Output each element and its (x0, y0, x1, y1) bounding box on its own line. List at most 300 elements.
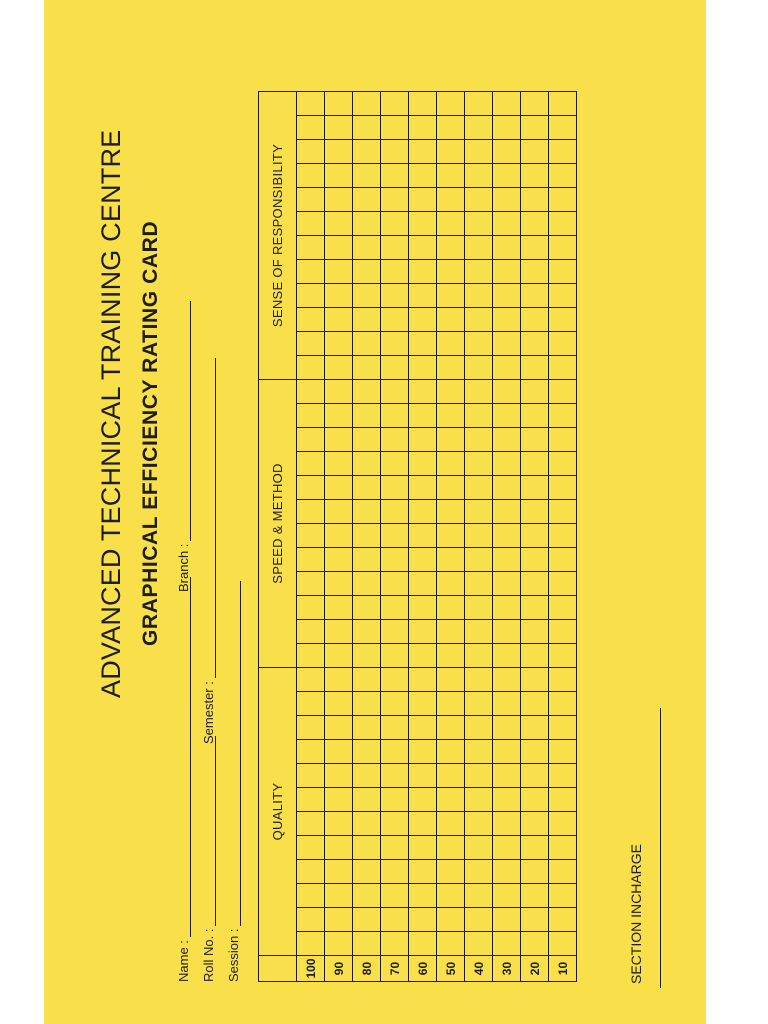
grid-cell[interactable] (437, 716, 465, 740)
grid-cell[interactable] (409, 164, 437, 188)
grid-cell[interactable] (521, 620, 549, 644)
grid-cell[interactable] (465, 428, 493, 452)
grid-cell[interactable] (353, 548, 381, 572)
branch-line[interactable] (178, 301, 191, 541)
grid-cell[interactable] (325, 740, 353, 764)
grid-cell[interactable] (381, 260, 409, 284)
grid-cell[interactable] (549, 500, 577, 524)
grid-cell[interactable] (381, 116, 409, 140)
grid-cell[interactable] (465, 308, 493, 332)
grid-cell[interactable] (493, 572, 521, 596)
grid-cell[interactable] (325, 788, 353, 812)
grid-cell[interactable] (493, 596, 521, 620)
grid-cell[interactable] (409, 860, 437, 884)
grid-cell[interactable] (465, 572, 493, 596)
grid-cell[interactable] (465, 932, 493, 956)
grid-cell[interactable] (437, 932, 465, 956)
grid-cell[interactable] (465, 524, 493, 548)
grid-cell[interactable] (297, 188, 325, 212)
grid-cell[interactable] (353, 740, 381, 764)
grid-cell[interactable] (409, 140, 437, 164)
grid-cell[interactable] (437, 380, 465, 404)
grid-cell[interactable] (493, 140, 521, 164)
grid-cell[interactable] (297, 884, 325, 908)
grid-cell[interactable] (381, 332, 409, 356)
grid-cell[interactable] (409, 260, 437, 284)
roll-line[interactable] (203, 736, 216, 926)
grid-cell[interactable] (409, 908, 437, 932)
grid-cell[interactable] (381, 692, 409, 716)
grid-cell[interactable] (381, 404, 409, 428)
grid-cell[interactable] (297, 836, 325, 860)
grid-cell[interactable] (409, 716, 437, 740)
grid-cell[interactable] (381, 164, 409, 188)
grid-cell[interactable] (549, 668, 577, 692)
grid-cell[interactable] (409, 500, 437, 524)
grid-cell[interactable] (325, 236, 353, 260)
grid-cell[interactable] (465, 140, 493, 164)
grid-cell[interactable] (325, 644, 353, 668)
grid-cell[interactable] (297, 908, 325, 932)
grid-cell[interactable] (353, 356, 381, 380)
grid-cell[interactable] (493, 92, 521, 116)
grid-cell[interactable] (381, 884, 409, 908)
grid-cell[interactable] (325, 692, 353, 716)
grid-cell[interactable] (493, 836, 521, 860)
grid-cell[interactable] (521, 836, 549, 860)
grid-cell[interactable] (409, 884, 437, 908)
grid-cell[interactable] (465, 284, 493, 308)
grid-cell[interactable] (325, 596, 353, 620)
grid-cell[interactable] (409, 836, 437, 860)
grid-cell[interactable] (465, 452, 493, 476)
grid-cell[interactable] (381, 716, 409, 740)
grid-cell[interactable] (353, 668, 381, 692)
grid-cell[interactable] (549, 308, 577, 332)
grid-cell[interactable] (325, 572, 353, 596)
grid-cell[interactable] (493, 212, 521, 236)
grid-cell[interactable] (493, 644, 521, 668)
grid-cell[interactable] (549, 92, 577, 116)
grid-cell[interactable] (353, 380, 381, 404)
grid-cell[interactable] (549, 908, 577, 932)
grid-cell[interactable] (381, 668, 409, 692)
grid-cell[interactable] (409, 572, 437, 596)
grid-cell[interactable] (549, 284, 577, 308)
grid-cell[interactable] (437, 572, 465, 596)
grid-cell[interactable] (353, 716, 381, 740)
grid-cell[interactable] (297, 740, 325, 764)
grid-cell[interactable] (465, 164, 493, 188)
grid-cell[interactable] (465, 764, 493, 788)
grid-cell[interactable] (521, 380, 549, 404)
grid-cell[interactable] (325, 476, 353, 500)
grid-cell[interactable] (493, 452, 521, 476)
grid-cell[interactable] (437, 236, 465, 260)
grid-cell[interactable] (437, 116, 465, 140)
grid-cell[interactable] (521, 644, 549, 668)
grid-cell[interactable] (325, 620, 353, 644)
semester-line[interactable] (203, 358, 216, 678)
grid-cell[interactable] (549, 644, 577, 668)
name-field[interactable] (176, 577, 191, 982)
grid-cell[interactable] (437, 308, 465, 332)
grid-cell[interactable] (437, 356, 465, 380)
grid-cell[interactable] (493, 500, 521, 524)
grid-cell[interactable] (325, 860, 353, 884)
grid-cell[interactable] (549, 548, 577, 572)
grid-cell[interactable] (325, 812, 353, 836)
grid-cell[interactable] (549, 524, 577, 548)
grid-cell[interactable] (521, 596, 549, 620)
grid-cell[interactable] (297, 452, 325, 476)
grid-cell[interactable] (297, 140, 325, 164)
grid-cell[interactable] (521, 452, 549, 476)
grid-cell[interactable] (297, 404, 325, 428)
grid-cell[interactable] (409, 812, 437, 836)
grid-cell[interactable] (297, 284, 325, 308)
grid-cell[interactable] (297, 668, 325, 692)
grid-cell[interactable] (353, 188, 381, 212)
grid-cell[interactable] (521, 524, 549, 548)
grid-cell[interactable] (493, 716, 521, 740)
grid-cell[interactable] (409, 380, 437, 404)
grid-cell[interactable] (521, 932, 549, 956)
grid-cell[interactable] (437, 428, 465, 452)
grid-cell[interactable] (353, 212, 381, 236)
grid-cell[interactable] (465, 548, 493, 572)
grid-cell[interactable] (493, 620, 521, 644)
semester-field[interactable] (201, 358, 216, 744)
grid-cell[interactable] (325, 716, 353, 740)
grid-cell[interactable] (549, 188, 577, 212)
grid-cell[interactable] (381, 644, 409, 668)
grid-cell[interactable] (353, 476, 381, 500)
grid-cell[interactable] (549, 692, 577, 716)
grid-cell[interactable] (297, 860, 325, 884)
grid-cell[interactable] (437, 884, 465, 908)
grid-cell[interactable] (381, 308, 409, 332)
grid-cell[interactable] (325, 404, 353, 428)
grid-cell[interactable] (493, 524, 521, 548)
grid-cell[interactable] (381, 596, 409, 620)
grid-cell[interactable] (549, 596, 577, 620)
grid-cell[interactable] (549, 836, 577, 860)
grid-cell[interactable] (437, 740, 465, 764)
grid-cell[interactable] (381, 548, 409, 572)
grid-cell[interactable] (297, 812, 325, 836)
grid-cell[interactable] (521, 908, 549, 932)
grid-cell[interactable] (325, 380, 353, 404)
grid-cell[interactable] (549, 332, 577, 356)
grid-cell[interactable] (437, 284, 465, 308)
grid-cell[interactable] (549, 884, 577, 908)
grid-cell[interactable] (353, 788, 381, 812)
grid-cell[interactable] (549, 860, 577, 884)
grid-cell[interactable] (297, 620, 325, 644)
grid-cell[interactable] (549, 260, 577, 284)
grid-cell[interactable] (325, 668, 353, 692)
grid-cell[interactable] (493, 308, 521, 332)
grid-cell[interactable] (325, 428, 353, 452)
grid-cell[interactable] (297, 308, 325, 332)
grid-cell[interactable] (465, 668, 493, 692)
grid-cell[interactable] (437, 476, 465, 500)
grid-cell[interactable] (381, 500, 409, 524)
grid-cell[interactable] (521, 260, 549, 284)
grid-cell[interactable] (325, 836, 353, 860)
grid-cell[interactable] (297, 428, 325, 452)
grid-cell[interactable] (521, 92, 549, 116)
grid-cell[interactable] (325, 884, 353, 908)
grid-cell[interactable] (409, 332, 437, 356)
grid-cell[interactable] (493, 764, 521, 788)
grid-cell[interactable] (325, 116, 353, 140)
grid-cell[interactable] (493, 476, 521, 500)
grid-cell[interactable] (297, 548, 325, 572)
grid-cell[interactable] (437, 92, 465, 116)
grid-cell[interactable] (381, 572, 409, 596)
grid-cell[interactable] (409, 116, 437, 140)
grid-cell[interactable] (549, 452, 577, 476)
grid-cell[interactable] (465, 716, 493, 740)
grid-cell[interactable] (465, 836, 493, 860)
grid-cell[interactable] (353, 884, 381, 908)
grid-cell[interactable] (493, 668, 521, 692)
grid-cell[interactable] (465, 380, 493, 404)
grid-cell[interactable] (549, 116, 577, 140)
grid-cell[interactable] (549, 572, 577, 596)
grid-cell[interactable] (521, 500, 549, 524)
grid-cell[interactable] (521, 548, 549, 572)
grid-cell[interactable] (381, 452, 409, 476)
roll-field[interactable] (201, 736, 216, 982)
grid-cell[interactable] (437, 620, 465, 644)
grid-cell[interactable] (297, 572, 325, 596)
grid-cell[interactable] (465, 860, 493, 884)
grid-cell[interactable] (549, 236, 577, 260)
grid-cell[interactable] (353, 836, 381, 860)
grid-cell[interactable] (381, 140, 409, 164)
grid-cell[interactable] (521, 812, 549, 836)
grid-cell[interactable] (381, 428, 409, 452)
grid-cell[interactable] (297, 932, 325, 956)
grid-cell[interactable] (325, 548, 353, 572)
grid-cell[interactable] (549, 812, 577, 836)
grid-cell[interactable] (381, 860, 409, 884)
grid-cell[interactable] (381, 356, 409, 380)
grid-cell[interactable] (409, 644, 437, 668)
grid-cell[interactable] (465, 884, 493, 908)
grid-cell[interactable] (465, 620, 493, 644)
grid-cell[interactable] (493, 932, 521, 956)
grid-cell[interactable] (353, 860, 381, 884)
grid-cell[interactable] (437, 500, 465, 524)
grid-cell[interactable] (521, 116, 549, 140)
grid-cell[interactable] (549, 740, 577, 764)
grid-cell[interactable] (381, 932, 409, 956)
grid-cell[interactable] (381, 236, 409, 260)
grid-cell[interactable] (409, 524, 437, 548)
grid-cell[interactable] (381, 92, 409, 116)
grid-cell[interactable] (353, 404, 381, 428)
grid-cell[interactable] (437, 644, 465, 668)
grid-cell[interactable] (437, 788, 465, 812)
grid-cell[interactable] (465, 692, 493, 716)
grid-cell[interactable] (353, 620, 381, 644)
grid-cell[interactable] (493, 812, 521, 836)
grid-cell[interactable] (465, 908, 493, 932)
grid-cell[interactable] (549, 380, 577, 404)
grid-cell[interactable] (465, 260, 493, 284)
grid-cell[interactable] (521, 572, 549, 596)
grid-cell[interactable] (437, 404, 465, 428)
grid-cell[interactable] (353, 164, 381, 188)
grid-cell[interactable] (325, 932, 353, 956)
grid-cell[interactable] (297, 332, 325, 356)
grid-cell[interactable] (465, 476, 493, 500)
grid-cell[interactable] (493, 908, 521, 932)
grid-cell[interactable] (493, 692, 521, 716)
grid-cell[interactable] (409, 476, 437, 500)
grid-cell[interactable] (437, 812, 465, 836)
grid-cell[interactable] (381, 284, 409, 308)
grid-cell[interactable] (409, 428, 437, 452)
grid-cell[interactable] (297, 92, 325, 116)
grid-cell[interactable] (409, 548, 437, 572)
grid-cell[interactable] (493, 332, 521, 356)
grid-cell[interactable] (521, 764, 549, 788)
grid-cell[interactable] (437, 548, 465, 572)
grid-cell[interactable] (521, 692, 549, 716)
grid-cell[interactable] (493, 188, 521, 212)
grid-cell[interactable] (353, 500, 381, 524)
grid-cell[interactable] (521, 668, 549, 692)
grid-cell[interactable] (297, 596, 325, 620)
grid-cell[interactable] (297, 692, 325, 716)
grid-cell[interactable] (493, 164, 521, 188)
grid-cell[interactable] (549, 428, 577, 452)
grid-cell[interactable] (549, 716, 577, 740)
grid-cell[interactable] (353, 596, 381, 620)
grid-cell[interactable] (409, 212, 437, 236)
grid-cell[interactable] (521, 716, 549, 740)
grid-cell[interactable] (437, 452, 465, 476)
grid-cell[interactable] (297, 380, 325, 404)
grid-cell[interactable] (409, 692, 437, 716)
grid-cell[interactable] (409, 404, 437, 428)
grid-cell[interactable] (437, 164, 465, 188)
grid-cell[interactable] (493, 884, 521, 908)
grid-cell[interactable] (381, 908, 409, 932)
grid-cell[interactable] (549, 212, 577, 236)
grid-cell[interactable] (381, 380, 409, 404)
grid-cell[interactable] (549, 788, 577, 812)
grid-cell[interactable] (381, 188, 409, 212)
grid-cell[interactable] (493, 380, 521, 404)
grid-cell[interactable] (493, 740, 521, 764)
grid-cell[interactable] (409, 668, 437, 692)
grid-cell[interactable] (465, 644, 493, 668)
grid-cell[interactable] (325, 332, 353, 356)
grid-cell[interactable] (325, 284, 353, 308)
grid-cell[interactable] (437, 692, 465, 716)
name-line[interactable] (178, 577, 191, 937)
grid-cell[interactable] (353, 908, 381, 932)
grid-cell[interactable] (353, 764, 381, 788)
grid-cell[interactable] (437, 212, 465, 236)
grid-cell[interactable] (465, 212, 493, 236)
grid-cell[interactable] (465, 188, 493, 212)
grid-cell[interactable] (437, 260, 465, 284)
grid-cell[interactable] (297, 260, 325, 284)
grid-cell[interactable] (437, 188, 465, 212)
grid-cell[interactable] (297, 788, 325, 812)
grid-cell[interactable] (297, 116, 325, 140)
grid-cell[interactable] (381, 836, 409, 860)
grid-cell[interactable] (297, 476, 325, 500)
grid-cell[interactable] (353, 308, 381, 332)
session-field[interactable] (226, 581, 241, 982)
grid-cell[interactable] (353, 260, 381, 284)
grid-cell[interactable] (521, 428, 549, 452)
grid-cell[interactable] (325, 188, 353, 212)
grid-cell[interactable] (465, 740, 493, 764)
grid-cell[interactable] (521, 788, 549, 812)
grid-cell[interactable] (409, 620, 437, 644)
grid-cell[interactable] (521, 284, 549, 308)
grid-cell[interactable] (437, 668, 465, 692)
grid-cell[interactable] (409, 188, 437, 212)
grid-cell[interactable] (437, 332, 465, 356)
grid-cell[interactable] (549, 620, 577, 644)
grid-cell[interactable] (381, 212, 409, 236)
grid-cell[interactable] (437, 860, 465, 884)
grid-cell[interactable] (297, 524, 325, 548)
grid-cell[interactable] (493, 236, 521, 260)
grid-cell[interactable] (325, 524, 353, 548)
grid-cell[interactable] (437, 140, 465, 164)
grid-cell[interactable] (493, 860, 521, 884)
branch-field[interactable] (176, 301, 191, 592)
grid-cell[interactable] (493, 356, 521, 380)
grid-cell[interactable] (325, 908, 353, 932)
grid-cell[interactable] (521, 476, 549, 500)
grid-cell[interactable] (521, 164, 549, 188)
grid-cell[interactable] (465, 500, 493, 524)
grid-cell[interactable] (521, 356, 549, 380)
grid-cell[interactable] (297, 500, 325, 524)
grid-cell[interactable] (297, 644, 325, 668)
grid-cell[interactable] (325, 140, 353, 164)
grid-cell[interactable] (353, 428, 381, 452)
grid-cell[interactable] (493, 404, 521, 428)
grid-cell[interactable] (521, 404, 549, 428)
grid-cell[interactable] (325, 92, 353, 116)
grid-cell[interactable] (325, 164, 353, 188)
grid-cell[interactable] (353, 452, 381, 476)
grid-cell[interactable] (353, 812, 381, 836)
grid-cell[interactable] (297, 356, 325, 380)
grid-cell[interactable] (325, 452, 353, 476)
grid-cell[interactable] (409, 596, 437, 620)
grid-cell[interactable] (381, 788, 409, 812)
grid-cell[interactable] (521, 740, 549, 764)
grid-cell[interactable] (325, 356, 353, 380)
grid-cell[interactable] (353, 524, 381, 548)
grid-cell[interactable] (437, 764, 465, 788)
grid-cell[interactable] (381, 620, 409, 644)
